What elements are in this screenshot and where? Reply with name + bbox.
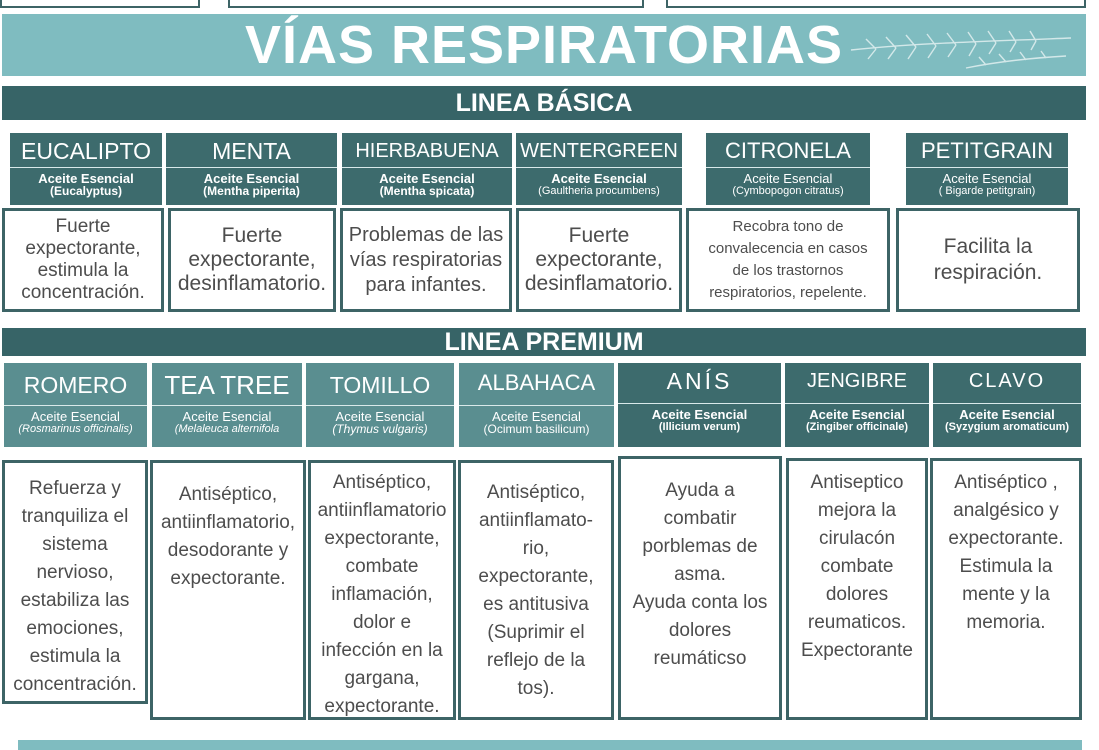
oil-name: PETITGRAIN [906, 133, 1068, 168]
oil-latin-name: (Melaleuca alternifola [174, 423, 280, 435]
oil-latin-name: (Zingiber officinale) [805, 421, 909, 433]
oil-description-albahaca: Antiséptico, antiinflamato- rio, expectorante, es antitusiva (Suprimir el reflejo de la tos). [458, 460, 614, 720]
oil-type: Aceite Esencial [203, 171, 300, 186]
oil-latin-name: (Rosmarinus officinalis) [18, 423, 133, 435]
title-banner [2, 14, 1086, 76]
oil-name: CLAVO [933, 363, 1081, 404]
oil-latin-name: (Thymus vulgaris) [332, 422, 428, 436]
oil-description-hierbabuena: Problemas de las vías respiratorias para infantes. [340, 208, 512, 312]
oil-description-tea-tree: Antiséptico, antiinflamatorio, desodorante y expectorante. [150, 460, 306, 720]
oil-card-eucalipto [10, 133, 162, 205]
oil-type: Aceite Esencial [182, 409, 272, 424]
oil-description-romero: Refuerza y tranquiliza el sistema nervioso, estabiliza las emociones, estimula la concentración. [2, 460, 148, 704]
previous-section-box [0, 0, 200, 8]
oil-name: MENTA [166, 133, 337, 168]
oil-latin-name: (Eucalyptus) [49, 184, 122, 198]
oil-type: Aceite Esencial [651, 407, 748, 422]
oil-name: ALBAHACA [459, 363, 614, 406]
bottom-banner [18, 740, 1082, 750]
oil-name: HIERBABUENA [342, 133, 512, 168]
oil-card-petitgrain [906, 133, 1068, 205]
oil-card-romero [4, 363, 147, 447]
oil-card-tomillo [306, 363, 454, 447]
oil-type: Aceite Esencial [942, 171, 1032, 186]
oil-latin-name: (Cymbopogon citratus) [732, 185, 844, 197]
oil-latin-name: (Illicium verum) [658, 421, 741, 433]
oil-name: TEA TREE [152, 363, 302, 406]
oil-type: Aceite Esencial [379, 171, 475, 186]
oil-latin-name: ( Bigarde petitgrain) [938, 185, 1036, 197]
oil-description-citronela: Recobra tono de convalecencia en casos de los trastornos respiratorios, repelente. [686, 208, 890, 312]
section-header-basic: LINEA BÁSICA [2, 86, 1086, 120]
oil-type: Aceite Esencial [743, 171, 833, 186]
oil-type: Aceite Esencial [959, 407, 1055, 422]
oil-name: TOMILLO [306, 363, 454, 406]
oil-name: JENGIBRE [785, 363, 929, 404]
oil-type: Aceite Esencial [38, 171, 134, 186]
oil-latin-name: (Ocimum basilicum) [483, 422, 590, 436]
oil-card-citronela [706, 133, 870, 205]
oil-latin-name: (Gaultheria procumbens) [538, 185, 660, 197]
oil-card-albahaca [459, 363, 614, 447]
oil-description-anis: Ayuda a combatir porblemas de asma. Ayuda conta los dolores reumáticso [618, 456, 782, 720]
oil-card-menta [166, 133, 337, 205]
oil-card-wentergreen [516, 133, 682, 205]
oil-card-jengibre [785, 363, 929, 447]
oil-description-jengibre: Antiseptico mejora la cirulacón combate dolores reumaticos. Expectorante [786, 458, 928, 720]
oil-card-hierbabuena [342, 133, 512, 205]
oil-name: EUCALIPTO [10, 133, 162, 168]
oil-card-anis [618, 363, 781, 447]
oil-description-tomillo: Antiséptico, antiinflamatorio expectorante, combate inflamación, dolor e infección en la gargana, expectorante. [308, 460, 456, 720]
oil-type: Aceite Esencial [492, 409, 581, 424]
oil-description-eucalipto: Fuerte expectorante, estimula la concentración. [2, 208, 164, 312]
previous-section-box [666, 0, 1086, 8]
oil-type: Aceite Esencial [809, 407, 905, 422]
oil-description-menta: Fuerte expectorante, desinflamatorio. [168, 208, 336, 312]
oil-card-clavo [933, 363, 1081, 447]
oil-name: ANÍS [618, 363, 781, 404]
oil-name: CITRONELA [706, 133, 870, 168]
page-title: VÍAS RESPIRATORIAS [244, 15, 844, 75]
oil-type: Aceite Esencial [551, 171, 647, 186]
oil-type: Aceite Esencial [335, 409, 425, 424]
oil-name: WENTERGREEN [516, 133, 682, 168]
oil-description-clavo: Antiséptico , analgésico y expectorante. Estimula la mente y la memoria. [930, 458, 1082, 720]
oil-latin-name: (Mentha piperita) [203, 184, 300, 198]
oil-description-wentergreen: Fuerte expectorante, desinflamatorio. [516, 208, 682, 312]
section-header-premium: LINEA PREMIUM [2, 328, 1086, 356]
oil-latin-name: (Mentha spicata) [379, 184, 475, 198]
oil-card-tea-tree [152, 363, 302, 447]
oil-description-petitgrain: Facilita la respiración. [896, 208, 1080, 312]
previous-section-box [228, 0, 644, 8]
oil-latin-name: (Syzygium aromaticum) [944, 421, 1070, 433]
oil-type: Aceite Esencial [31, 409, 120, 424]
oil-name: ROMERO [4, 363, 147, 406]
leaf-decoration-icon [846, 18, 1076, 74]
